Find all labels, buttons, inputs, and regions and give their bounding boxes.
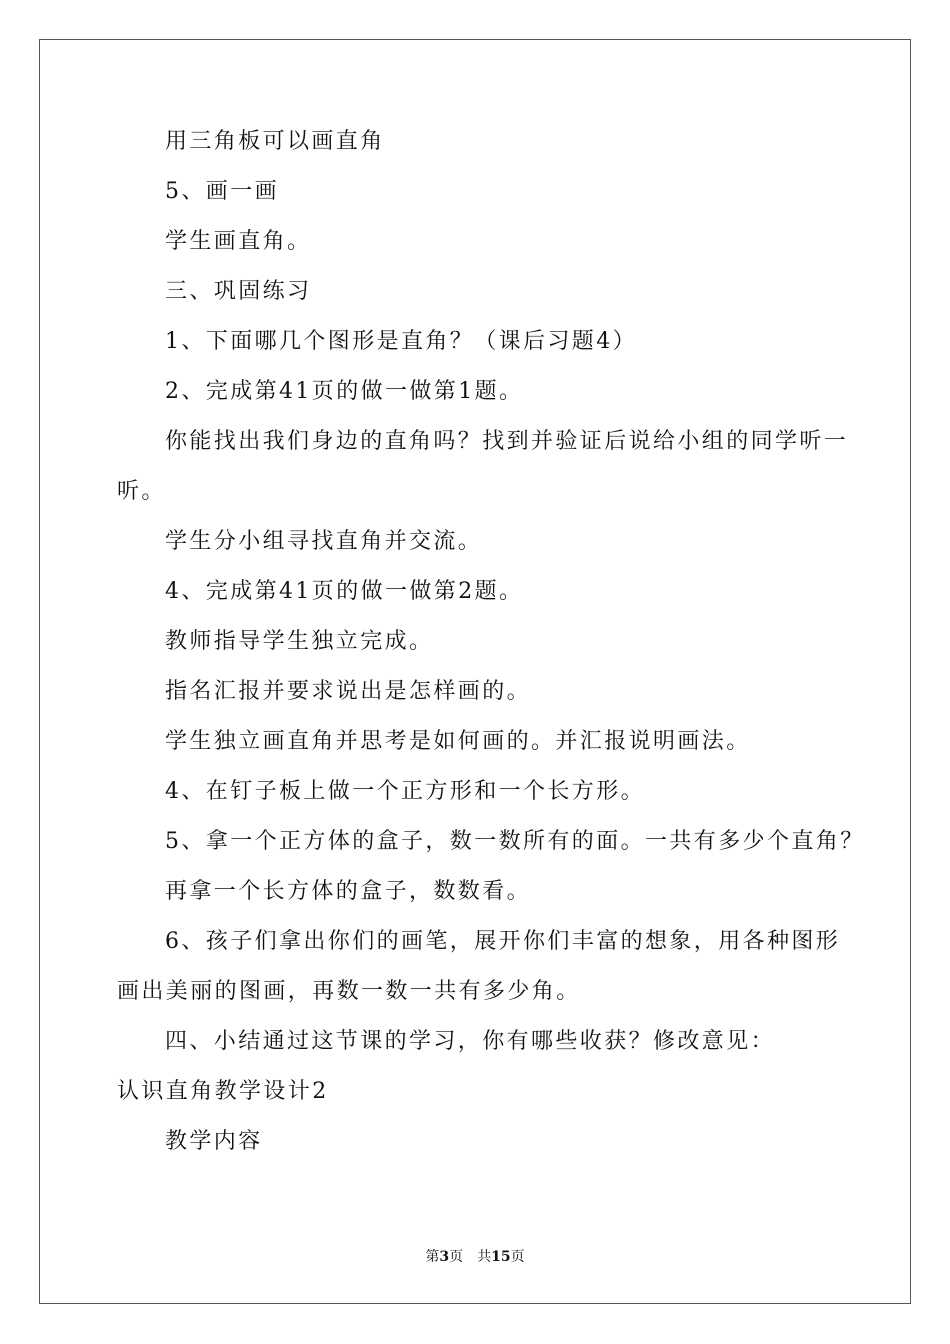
paragraph-continuation: 画出美丽的图画，再数一数一共有多少角。 bbox=[117, 979, 581, 1004]
paragraph: 4、完成第41页的做一做第2题。 bbox=[165, 579, 524, 604]
paragraph-continuation: 听。 bbox=[117, 479, 166, 504]
page-footer bbox=[0, 1248, 950, 1266]
paragraph: 学生画直角。 bbox=[165, 229, 312, 254]
paragraph: 6、孩子们拿出你们的画笔，展开你们丰富的想象，用各种图形 bbox=[165, 929, 841, 954]
document-body bbox=[117, 126, 865, 1176]
paragraph: 用三角板可以画直角 bbox=[165, 129, 385, 154]
paragraph: 5、画一画 bbox=[165, 179, 279, 204]
paragraph: 教学内容 bbox=[165, 1129, 263, 1154]
paragraph: 1、下面哪几个图形是直角？（课后习题4） bbox=[165, 329, 637, 354]
footer-page-number: 3 bbox=[439, 1249, 450, 1265]
paragraph: 学生独立画直角并思考是如何画的。并汇报说明画法。 bbox=[165, 729, 751, 754]
paragraph: 指名汇报并要求说出是怎样画的。 bbox=[165, 679, 532, 704]
footer-suffix: 页 bbox=[510, 1249, 525, 1265]
paragraph: 再拿一个长方体的盒子，数数看。 bbox=[165, 879, 532, 904]
paragraph: 你能找出我们身边的直角吗？找到并验证后说给小组的同学听一 bbox=[165, 429, 849, 454]
paragraph: 4、在钉子板上做一个正方形和一个长方形。 bbox=[165, 779, 645, 804]
footer-total-pages: 15 bbox=[491, 1249, 511, 1265]
paragraph: 教师指导学生独立完成。 bbox=[165, 629, 434, 654]
footer-prefix: 第 bbox=[425, 1249, 440, 1265]
document-title: 认识直角教学设计2 bbox=[117, 1079, 329, 1104]
section-heading: 三、巩固练习 bbox=[165, 279, 312, 304]
paragraph: 2、完成第41页的做一做第1题。 bbox=[165, 379, 524, 404]
footer-mid: 页 共 bbox=[449, 1249, 492, 1265]
section-heading: 四、小结通过这节课的学习，你有哪些收获？修改意见： bbox=[165, 1029, 776, 1054]
paragraph: 5、拿一个正方体的盒子，数一数所有的面。一共有多少个直角？ bbox=[165, 829, 865, 854]
paragraph: 学生分小组寻找直角并交流。 bbox=[165, 529, 483, 554]
